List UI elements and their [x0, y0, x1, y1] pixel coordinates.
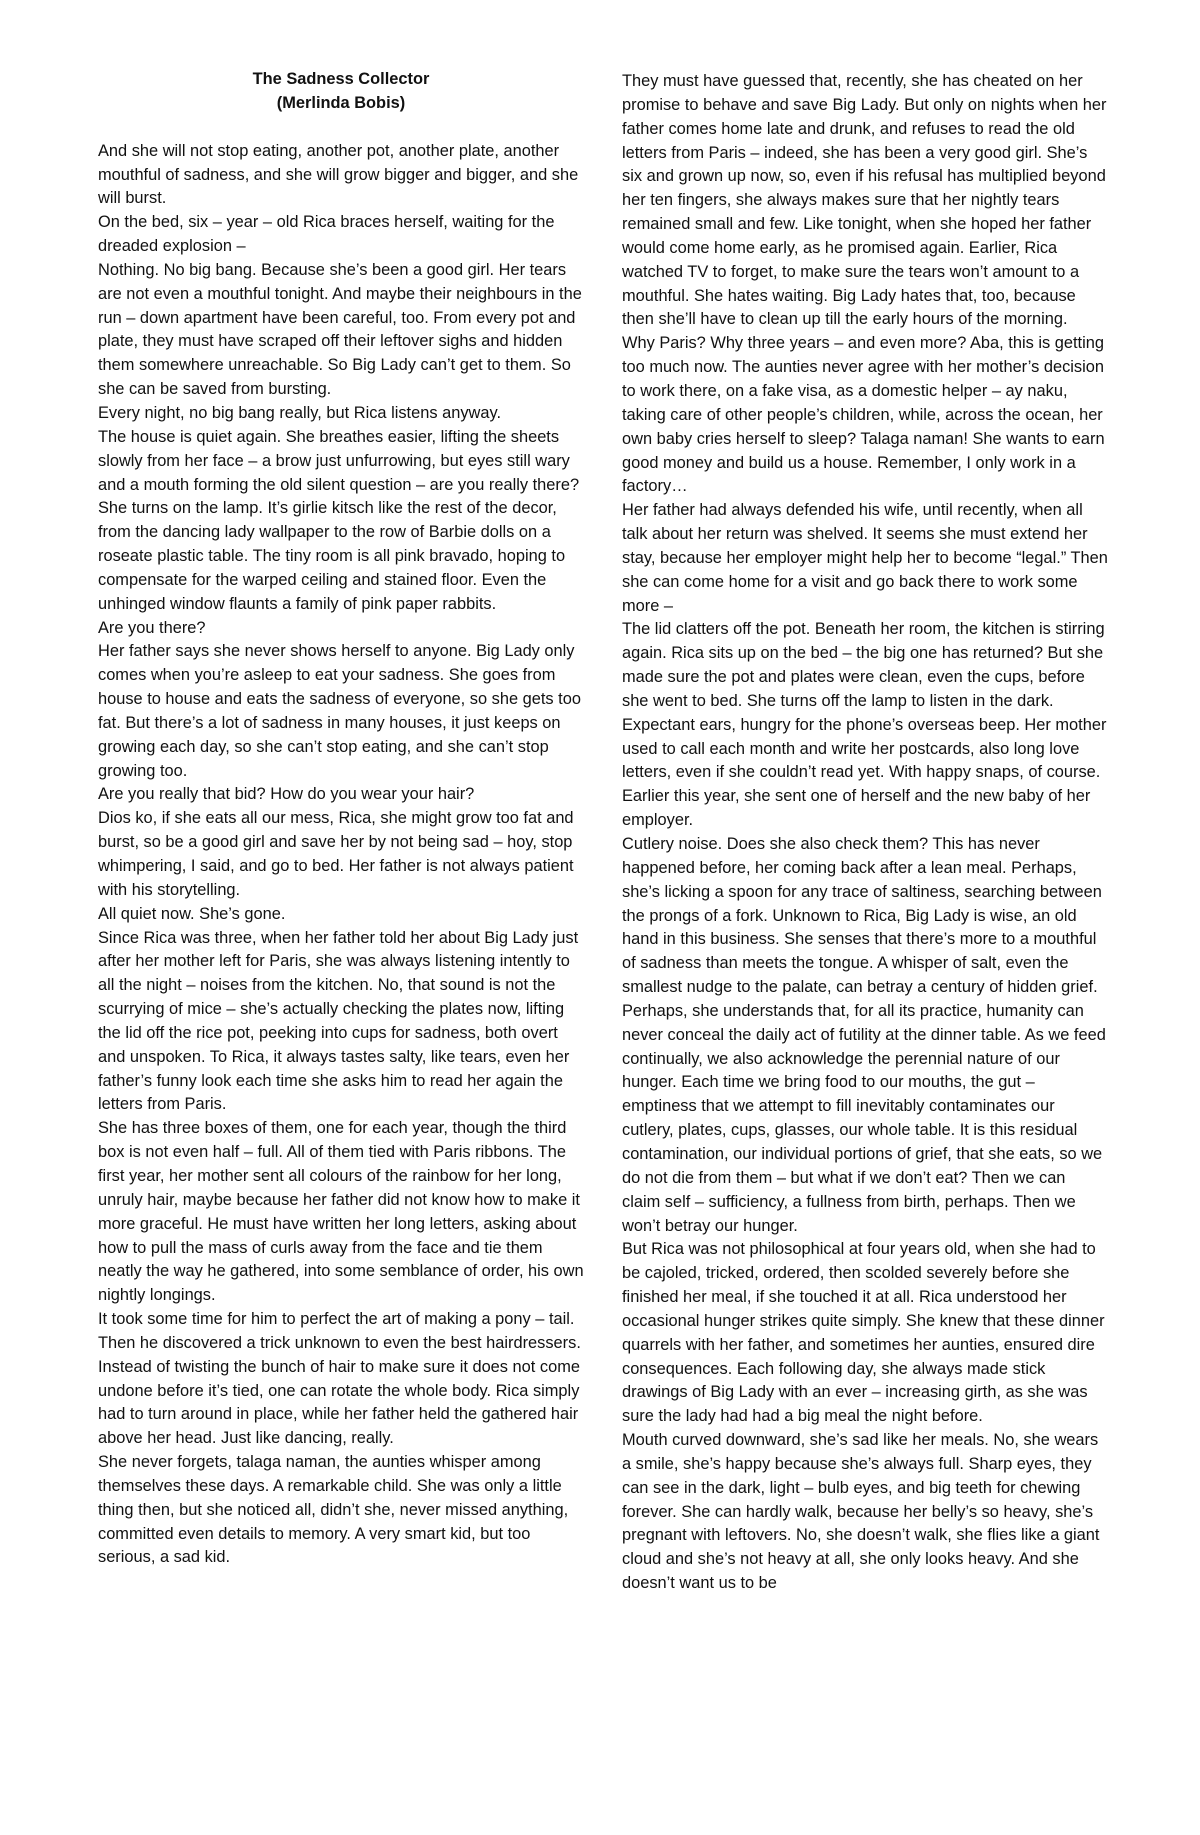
- paragraph: Cutlery noise. Does she also check them? This has never happened before, her coming back after a lean meal. Perhaps, she’s licking a spoon for any trace of saltiness, searching between the prongs of a fork. Unknown to Rica, Big Lady is wise, an old hand in this business. She senses that there’s more to a mouthful of sadness than meets the tongue. A whisper of salt, even the smallest nudge to the palate, can betray a century of hidden grief. Perhaps, she understands that, for all its practice, humanity can never conceal the daily act of futility at the dinner table. As we feed continually, we also acknowledge the perennial nature of our hunger. Each time we bring food to our mouths, the gut – emptiness that we attempt to fill inevitably contaminates our cutlery, plates, cups, glasses, our whole table. It is this residual contamination, our individual portions of grief, that she eats, so we do not die from them – but what if we don’t eat? Then we can claim self – sufficiency, a fullness from birth, perhaps. Then we won’t betray our hunger.: [622, 835, 1106, 1235]
- paragraph: But Rica was not philosophical at four years old, when she had to be cajoled, tricked, ordered, then scolded severely before she finished her meal, if she touched it at all. Rica understood her occasional hunger strikes quite simply. She knew that these dinner quarrels with her father, and sometimes her aunties, ensured dire consequences. Each following day, she always made stick drawings of Big Lady with an ever – increasing girth, as she was sure the lady had had a big meal the night before.: [622, 1240, 1105, 1426]
- right-column: [622, 70, 1108, 1596]
- paragraph: She has three boxes of them, one for each year, though the third box is not even half – full. All of them tied with Paris ribbons. The first year, her mother sent all colours of the rainbow for her long, unruly hair, maybe because her father did not know how to make it more graceful. He must have written her long letters, asking about how to pull the mass of curls away from the face and tie them neatly the way he gathered, into some semblance of order, his own nightly longings.: [98, 1119, 584, 1305]
- paragraph: Nothing. No big bang. Because she’s been a good girl. Her tears are not even a mouthful tonight. And maybe their neighbours in the run – down apartment have been careful, too. From every pot and plate, they must have scraped off their leftover sighs and hidden them somewhere unreachable. So Big Lady can’t get to them. So she can be saved from bursting.: [98, 260, 582, 399]
- paragraph: Dios ko, if she eats all our mess, Rica, she might grow too fat and burst, so be a good girl and save her by not being sad – hoy, stop whimpering, I said, and go to bed. Her father is not always patient with his storytelling.: [98, 809, 574, 899]
- paragraph: On the bed, six – year – old Rica braces herself, waiting for the dreaded explosion –: [98, 213, 555, 256]
- paragraph: Her father had always defended his wife, until recently, when all talk about her return was shelved. It seems she must extend her stay, because her employer might help her to become “legal.” Then she can come home for a visit and go back there to work some more –: [622, 501, 1108, 615]
- paragraph: She never forgets, talaga naman, the aunties whisper among themselves these days. A remarkable child. She was only a little thing then, but she noticed all, didn’t she, never missed anything, committed even details to memory. A very smart kid, but too serious, a sad kid.: [98, 1453, 569, 1567]
- paragraph: The lid clatters off the pot. Beneath her room, the kitchen is stirring again. Rica sits up on the bed – the big one has returned? But she made sure the pot and plates were clean, even the cups, before she went to bed. She turns off the lamp to listen in the dark. Expectant ears, hungry for the phone’s overseas beep. Her mother used to call each month and write her postcards, also long love letters, even if she couldn’t read yet. With happy snaps, of course. Earlier this year, she sent one of herself and the new baby of her employer.: [622, 620, 1107, 830]
- paragraph: Mouth curved downward, she’s sad like her meals. No, she wears a smile, she’s happy because she’s always full. Sharp eyes, they can see in the dark, light – bulb eyes, and big teeth for chewing forever. She can hardly walk, because her belly’s so heavy, she’s pregnant with leftovers. No, she doesn’t walk, she flies like a giant cloud and she’s not heavy at all, she only looks heavy. And she doesn’t want us to be: [622, 1431, 1100, 1593]
- paragraph: It took some time for him to perfect the art of making a pony – tail. Then he discovered a trick unknown to even the best hairdressers. Instead of twisting the bunch of hair to make sure it does not come undone before it’s tied, one can rotate the whole body. Rica simply had to turn around in place, while her father held the gathered hair above her head. Just like dancing, really.: [98, 1310, 581, 1448]
- paragraph: Since Rica was three, when her father told her about Big Lady just after her mother left for Paris, she was always listening intently to all the night – noises from the kitchen. No, that sound is not the scurrying of mice – she’s actually checking the plates now, lifting the lid off the rice pot, peeking into cups for sadness, both overt and unspoken. To Rica, it always tastes salty, like tears, even her father’s funny look each time she asks him to read her again the letters from Paris.: [98, 928, 579, 1114]
- paragraph: And she will not stop eating, another pot, another plate, another mouthful of sadness, and she will grow bigger and bigger, and she will burst.: [98, 141, 579, 208]
- paragraph: All quiet now. She’s gone.: [98, 904, 286, 923]
- paragraph: Every night, no big bang really, but Rica listens anyway.: [98, 403, 501, 422]
- paragraph: Her father says she never shows herself to anyone. Big Lady only comes when you’re asleep to eat your sadness. She goes from house to house and eats the sadness of everyone, so she gets too fat. But there’s a lot of sadness in many houses, it just keeps on growing each day, so she can’t stop eating, and she can’t stop growing too.: [98, 642, 581, 780]
- document-author: (Merlinda Bobis): [276, 93, 406, 112]
- paragraph: Are you there?: [98, 618, 206, 637]
- left-column: [98, 68, 584, 1570]
- paragraph: Are you really that bid? How do you wear your hair?: [98, 785, 475, 804]
- document-title: The Sadness Collector: [252, 70, 430, 88]
- paragraph: Why Paris? Why three years – and even more? Aba, this is getting too much now. The aunties never agree with her mother’s decision to work there, on a fake visa, as a domestic helper – ay naku, taking care of other people’s children, while, across the ocean, her own baby cries herself to sleep? Talaga naman! She wants to earn good money and build us a house. Remember, I only work in a factory…: [622, 334, 1105, 496]
- paragraph: The house is quiet again. She breathes easier, lifting the sheets slowly from her face – a brow just unfurrowing, but eyes still wary and a mouth forming the old silent question – are you really there? She turns on the lamp. It’s girlie kitsch like the rest of the decor, from the dancing lady wallpaper to the row of Barbie dolls on a roseate plastic table. The tiny room is all pink bravado, hoping to compensate for the warped ceiling and stained floor. Even the unhinged window flaunts a family of pink paper rabbits.: [98, 427, 580, 613]
- paragraph: They must have guessed that, recently, she has cheated on her promise to behave and save Big Lady. But only on nights when her father comes home late and drunk, and refuses to read the old letters from Paris – indeed, she has been a very good girl. She’s six and grown up now, so, even if his refusal has multiplied beyond her ten fingers, she always makes sure that her nightly tears remained small and few. Like tonight, when she hoped her father would come home early, as he promised again. Earlier, Rica watched TV to forget, to make sure the tears won’t amount to a mouthful. She hates waiting. Big Lady hates that, too, because then she’ll have to clean up till the early hours of the morning.: [622, 72, 1107, 329]
